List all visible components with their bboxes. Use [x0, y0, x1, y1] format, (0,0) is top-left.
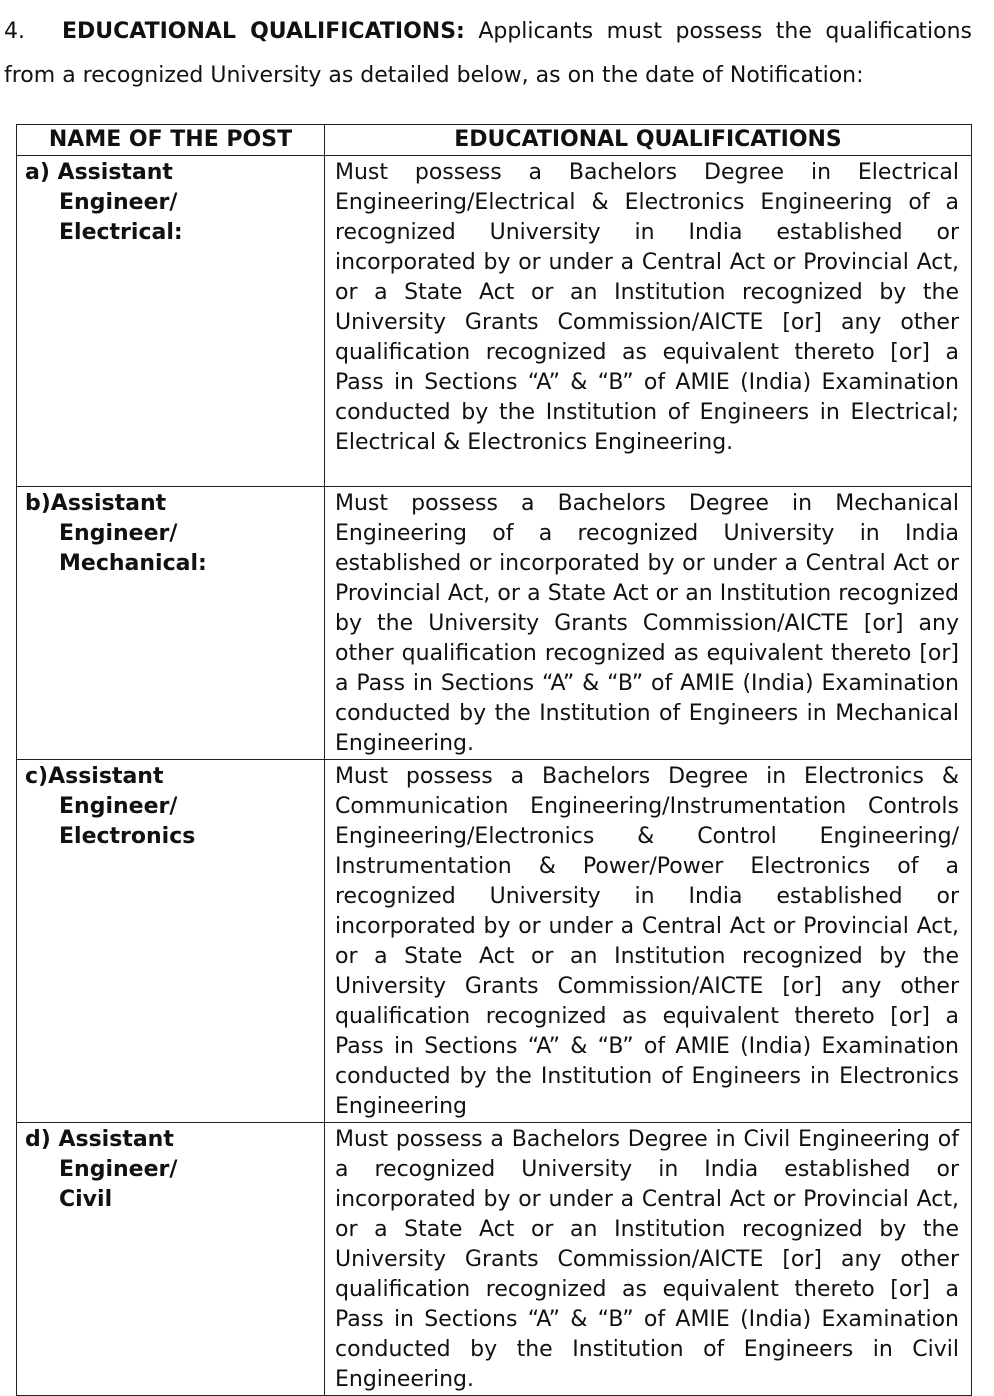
qualification-cell: Must possess a Bachelors Degree in Electronics & Communication Engineering/Instrumentation Controls Engineering/Electronics & Control Engineering/ Instrumentation & Power/Power Electronics of a recognized University in India established or incorporated by or under a Central Act or Provincial Act, or a State Act or an Institution recognized by the University Grants Commission/AICTE [or] any other qualification recognized as equivalent thereto [or] a Pass in Sections “A” & “B” of AMIE (India) Examination conducted by the Institution of Engineers in Electronics Engineering	[325, 760, 972, 1123]
header-post: NAME OF THE POST	[17, 125, 325, 156]
section-heading: EDUCATIONAL QUALIFICATIONS:	[62, 19, 465, 44]
post-name-cell	[17, 1123, 325, 1396]
qualifications-table	[16, 124, 972, 1396]
post-line: Engineer/	[59, 190, 178, 215]
intro-text: Applicants must possess the qualifications from a recognized University as detailed below, as on the date of Notification:	[4, 19, 972, 88]
post-line: Electrical:	[59, 220, 183, 245]
post-line: b)Assistant	[25, 491, 167, 516]
qualification-cell: Must possess a Bachelors Degree in Electrical Engineering/Electrical & Electronics Engineering of a recognized University in India established or incorporated by or under a Central Act or Provincial Act, or a State Act or an Institution recognized by the University Grants Commission/AICTE [or] any other qualification recognized as equivalent thereto [or] a Pass in Sections “A” & “B” of AMIE (India) Examination conducted by the Institution of Engineers in Electrical; Electrical & Electronics Engineering.	[325, 156, 972, 487]
intro-paragraph	[4, 10, 972, 98]
post-line: Engineer/	[59, 521, 178, 546]
post-line: c)Assistant	[25, 764, 164, 789]
table-row	[17, 156, 972, 487]
post-line: a) Assistant	[25, 160, 173, 185]
post-name-cell	[17, 760, 325, 1123]
table-row	[17, 760, 972, 1123]
header-qualifications: EDUCATIONAL QUALIFICATIONS	[325, 125, 972, 156]
post-line: Engineer/	[59, 1157, 178, 1182]
post-line: Electronics	[59, 824, 196, 849]
qualification-cell: Must possess a Bachelors Degree in Mechanical Engineering of a recognized University in India established or incorporated by or under a Central Act or Provincial Act, or a State Act or an Institution recognized by the University Grants Commission/AICTE [or] any other qualification recognized as equivalent thereto [or] a Pass in Sections “A” & “B” of AMIE (India) Examination conducted by the Institution of Engineers in Mechanical Engineering.	[325, 487, 972, 760]
table-header-row	[17, 125, 972, 156]
post-name-cell	[17, 487, 325, 760]
post-line: Engineer/	[59, 794, 178, 819]
post-line: Mechanical:	[59, 551, 207, 576]
post-line: Civil	[59, 1187, 113, 1212]
post-name-cell	[17, 156, 325, 487]
post-line: d) Assistant	[25, 1127, 174, 1152]
table-row	[17, 1123, 972, 1396]
table-row	[17, 487, 972, 760]
section-number: 4.	[4, 19, 25, 44]
qualification-cell: Must possess a Bachelors Degree in Civil Engineering of a recognized University in India established or incorporated by or under a Central Act or Provincial Act, or a State Act or an Institution recognized by the University Grants Commission/AICTE [or] any other qualification recognized as equivalent thereto [or] a Pass in Sections “A” & “B” of AMIE (India) Examination conducted by the Institution of Engineers in Civil Engineering.	[325, 1123, 972, 1396]
